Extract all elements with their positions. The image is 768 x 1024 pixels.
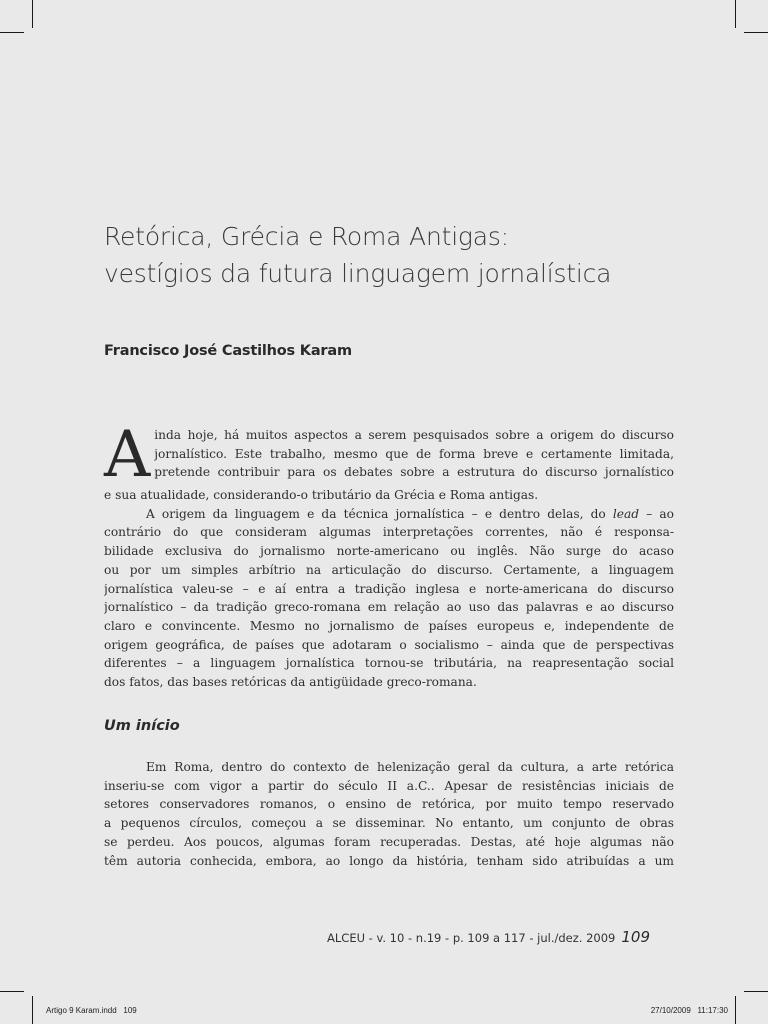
paragraph-2-line: origem geográfica, de países que adotaram o socialismo – ainda que de perspectivas (104, 637, 674, 652)
paragraph-2-text-before: A origem da linguagem e da técnica jornalística – e dentro delas, do (146, 506, 613, 521)
section-text (104, 758, 674, 870)
paragraph-2-line: ou por um simples arbítrio na articulação do discurso. Certamente, a linguagem (104, 562, 674, 577)
section-line: setores conservadores romanos, o ensino de retórica, por muito tempo reservado (104, 797, 674, 812)
paragraph-2-line: jornalística valeu-se – e aí entra a tradição inglesa e norte-americana do discurso (104, 581, 674, 596)
crop-mark-top-right (735, 0, 736, 28)
paragraph-2-line: diferentes – a linguagem jornalística tornou-se tributária, na reapresentação social (104, 656, 674, 671)
slug-filename: Artigo 9 Karam.indd 109 (46, 1006, 137, 1015)
section-line: têm autoria conhecida, embora, ao longo da história, tenham sido atribuídas a um (104, 853, 674, 868)
slug-timestamp: 27/10/2009 11:17:30 (650, 1006, 728, 1015)
paragraph-2-text-after: – ao (639, 506, 674, 521)
paragraph-2-first-line (104, 505, 674, 524)
article-title-line-1: Retórica, Grécia e Roma Antigas: (104, 222, 509, 251)
crop-mark-bottom-right (735, 996, 736, 1024)
section-heading: Um início (104, 718, 180, 734)
crop-mark-bottom-left (32, 996, 33, 1024)
paragraph-2-line: claro e convincente. Mesmo no jornalismo de países europeus e, independente de (104, 618, 674, 633)
paragraph-2-line: dos fatos, das bases retóricas da antigüidade greco-romana. (104, 675, 477, 690)
abstract-line: inda hoje, há muitos aspectos a serem pesquisados sobre a origem do discurso (154, 428, 674, 442)
paragraph-2-line: bilidade exclusiva do jornalismo norte-americano ou inglês. Não surge do acaso (104, 544, 674, 559)
article-title-line-2: vestígios da futura linguagem jornalística (104, 259, 612, 288)
journal-footer (327, 928, 650, 946)
abstract-line: e sua atualidade, considerando-o tributário da Grécia e Roma antigas. (104, 488, 539, 502)
author-name: Francisco José Castilhos Karam (104, 343, 352, 359)
drop-cap: A (104, 418, 151, 492)
paragraph-2-line: contrário do que consideram algumas interpretações correntes, não é responsa- (104, 525, 674, 540)
page-number: 109 (621, 928, 650, 946)
abstract-line: jornalístico. Este trabalho, mesmo que de forma breve e certamente limitada, (154, 446, 674, 461)
abstract-line: pretende contribuir para os debates sobre a estrutura do discurso jornalístico (154, 465, 674, 480)
crop-mark-top-left (32, 0, 33, 28)
crop-mark-bottom-right-h (744, 991, 768, 992)
paragraph-2-line: jornalístico – da tradição greco-romana em relação ao uso das palavras e ao discurso (104, 600, 674, 615)
crop-mark-top-right-h (744, 32, 768, 33)
crop-mark-bottom-left-h (0, 991, 24, 992)
lead-term: lead (612, 506, 640, 521)
section-line: Em Roma, dentro do contexto de helenização geral da cultura, a arte retórica (146, 760, 674, 774)
crop-mark-top-left-h (0, 32, 24, 33)
section-line: a pequenos círculos, começou a se disseminar. No entanto, um conjunto de obras (104, 816, 674, 831)
journal-citation: ALCEU - v. 10 - n.19 - p. 109 a 117 - jul./dez. 2009 (327, 931, 616, 945)
intro-text (104, 418, 674, 692)
section-line: inseriu-se com vigor a partir do século II a.C.. Apesar de resistências iniciais de (104, 778, 674, 793)
section-line: se perdeu. Aos poucos, algumas foram recuperadas. Destas, até hoje algumas não (104, 834, 674, 849)
article-title (104, 218, 704, 292)
